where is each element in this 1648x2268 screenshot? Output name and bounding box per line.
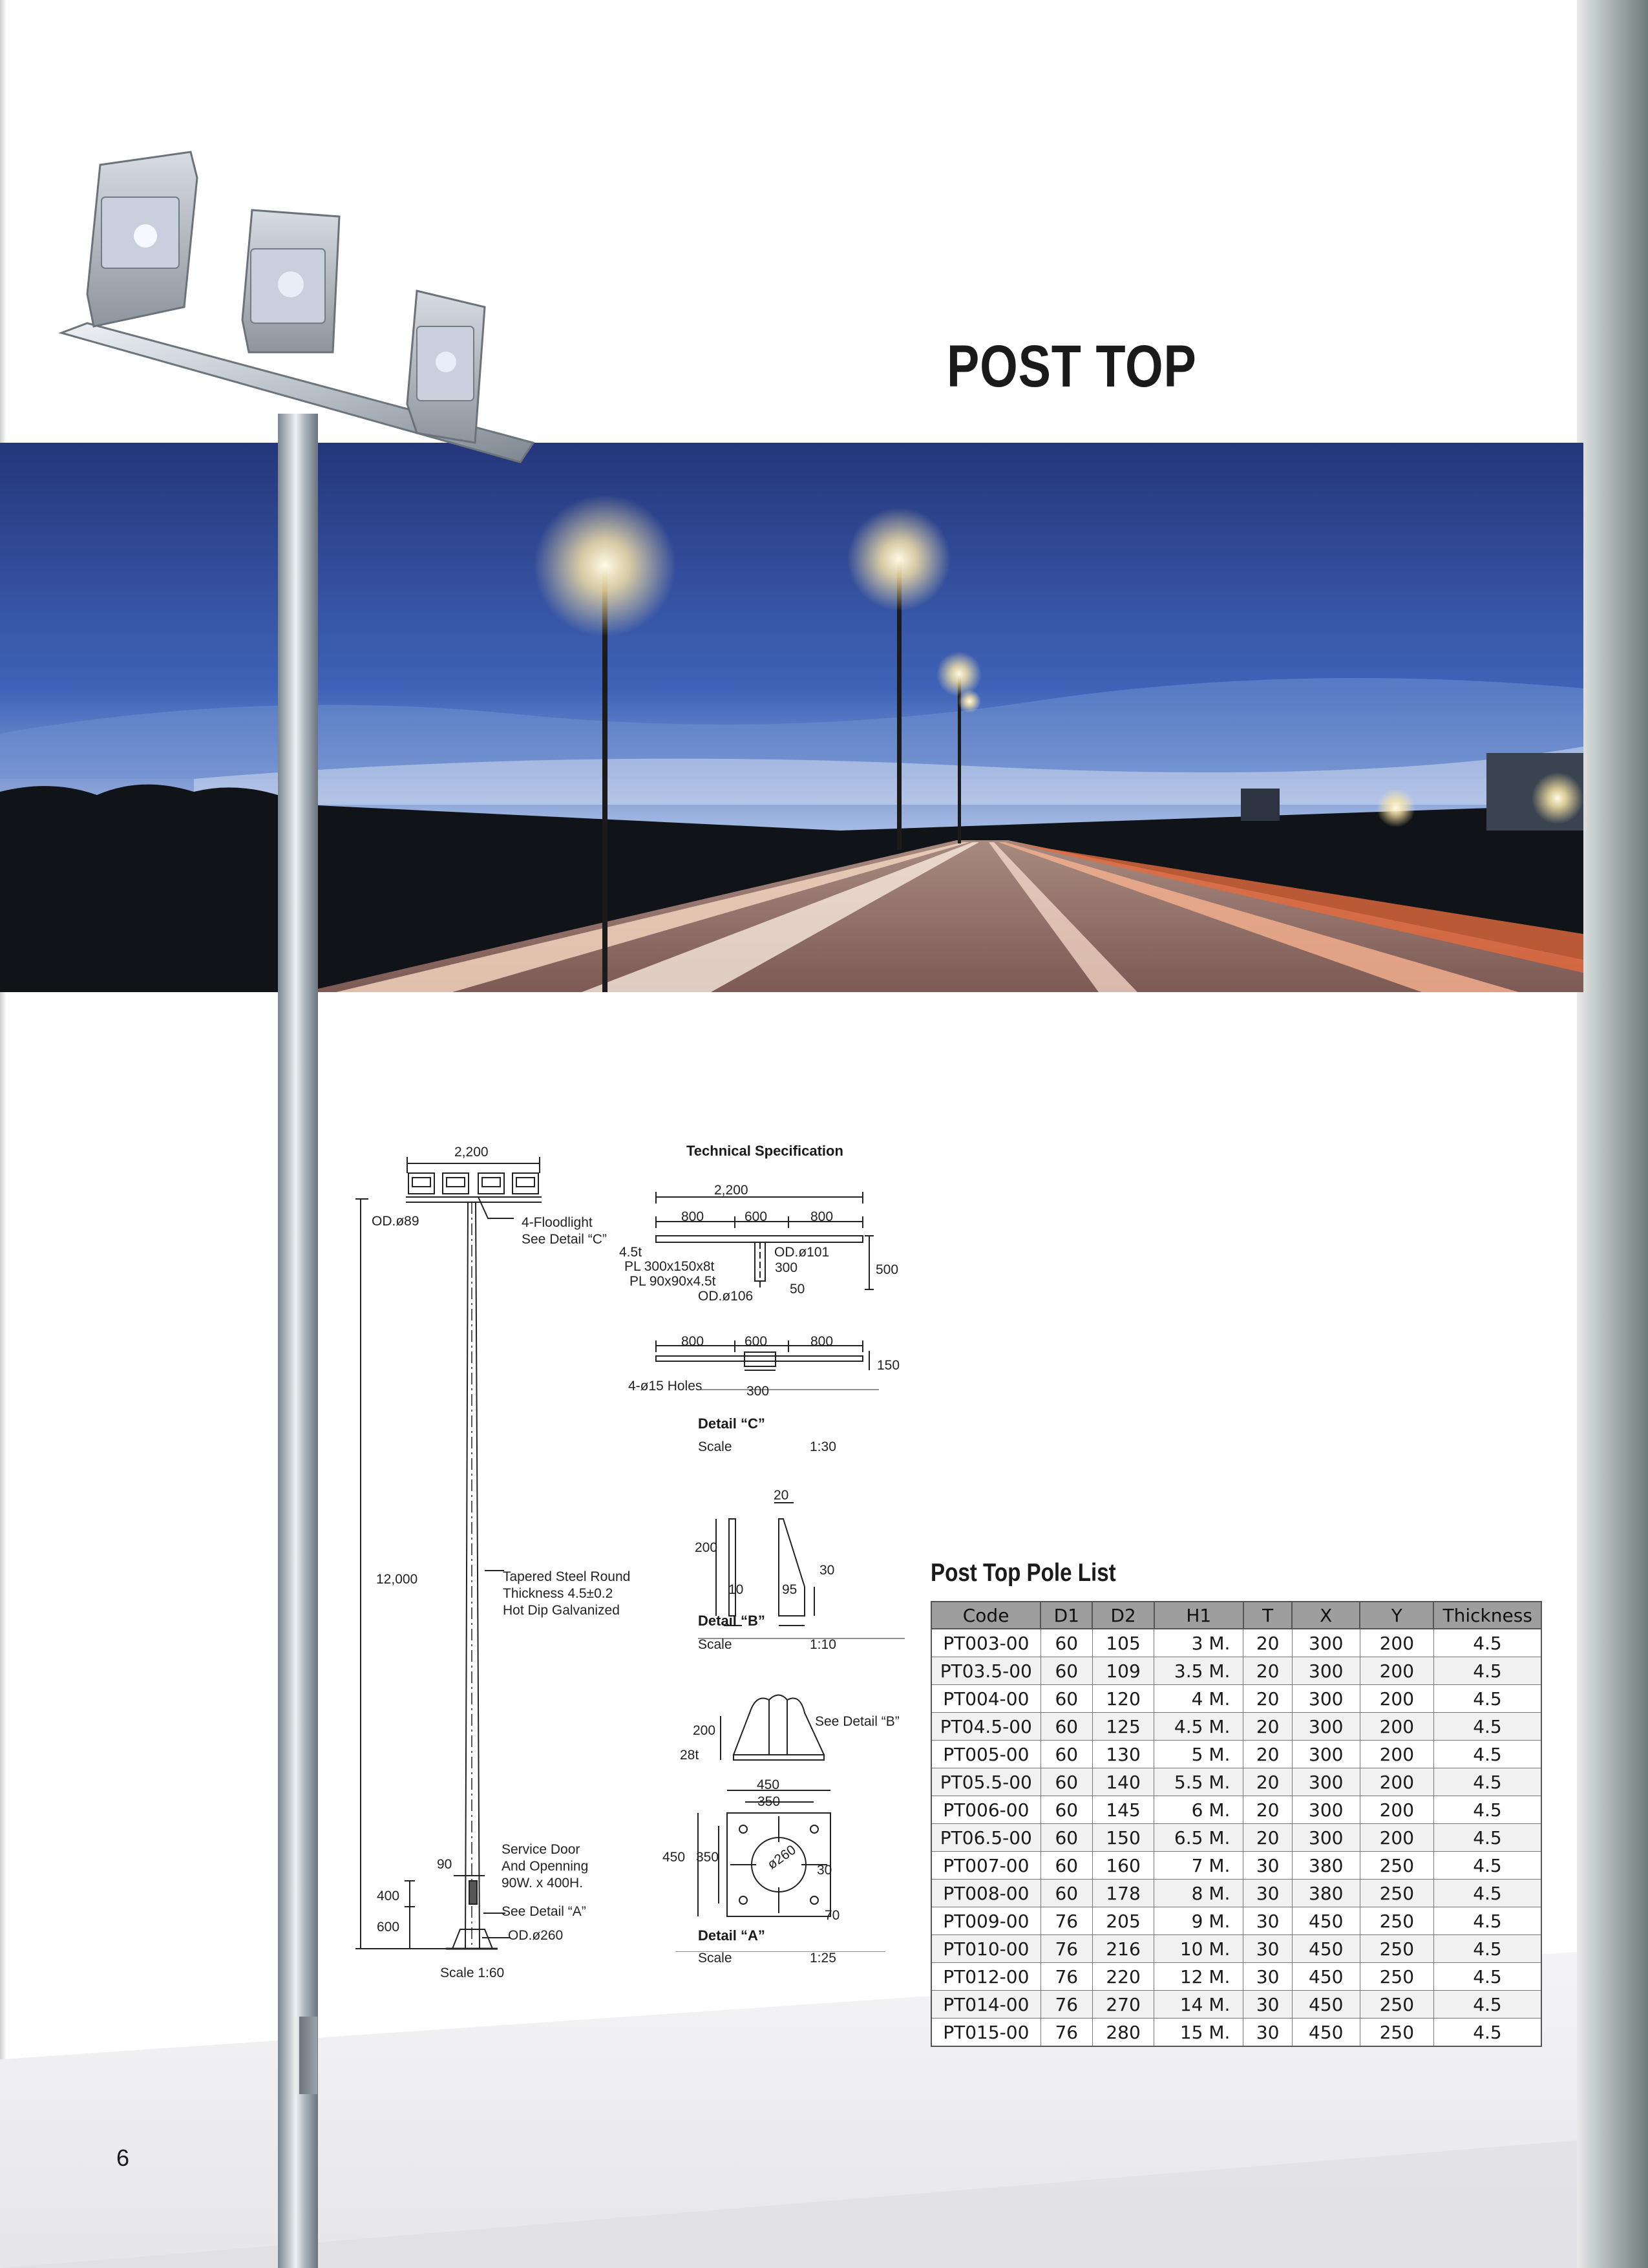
detail-a-200: 200: [693, 1723, 716, 1738]
table-cell-x: 300: [1292, 1713, 1360, 1741]
od-top-label: OD.ø89: [372, 1214, 419, 1229]
detail-c-plan-seg3: 800: [810, 1334, 834, 1349]
table-cell-d2: 160: [1092, 1852, 1154, 1880]
table-cell-thickness: 4.5: [1433, 1741, 1541, 1768]
pole-note-3: Hot Dip Galvanized: [503, 1603, 620, 1618]
table-cell-y: 250: [1360, 1880, 1433, 1907]
floodlight-1-icon: [87, 152, 197, 326]
table-cell-d1: 60: [1041, 1713, 1092, 1741]
detail-a-450-top: 450: [757, 1777, 780, 1792]
detail-c-plan-seg2: 600: [745, 1334, 768, 1349]
table-cell-x: 300: [1292, 1824, 1360, 1852]
dim-400: 400: [377, 1889, 400, 1903]
table-cell-t: 30: [1243, 1935, 1292, 1963]
table-cell-thickness: 4.5: [1433, 1768, 1541, 1796]
table-row: [931, 1685, 1541, 1713]
table-cell-d2: 145: [1092, 1796, 1154, 1824]
table-row: [931, 1880, 1541, 1907]
table-cell-y: 200: [1360, 1685, 1433, 1713]
table-row: [931, 1796, 1541, 1824]
table-cell-h1: 10 M.: [1154, 1935, 1243, 1963]
detail-c-500: 500: [876, 1262, 899, 1277]
table-cell-d2: 120: [1092, 1685, 1154, 1713]
detail-b-200: 200: [695, 1540, 718, 1555]
table-cell-h1: 5.5 M.: [1154, 1768, 1243, 1796]
table-cell-h1: 14 M.: [1154, 1991, 1243, 2019]
table-cell-t: 20: [1243, 1657, 1292, 1685]
table-cell-t: 30: [1243, 1963, 1292, 1991]
col-header-d1: D1: [1041, 1602, 1092, 1629]
page-left-edge: [0, 0, 6, 2268]
door-note-1: Service Door: [502, 1842, 580, 1857]
base-note: See Detail “A”: [502, 1904, 586, 1919]
table-row: [931, 1935, 1541, 1963]
table-cell-thickness: 4.5: [1433, 1824, 1541, 1852]
table-cell-t: 20: [1243, 1796, 1292, 1824]
table-cell-y: 200: [1360, 1713, 1433, 1741]
pole-note-2: Thickness 4.5±0.2: [503, 1586, 613, 1601]
table-cell-y: 250: [1360, 2019, 1433, 2047]
door-note-2: And Openning: [502, 1859, 589, 1874]
table-row: [931, 2019, 1541, 2047]
table-cell-x: 450: [1292, 1963, 1360, 1991]
detail-c-scale-label: Scale: [698, 1439, 732, 1454]
col-header-thickness: Thickness: [1433, 1602, 1541, 1629]
table-cell-h1: 8 M.: [1154, 1880, 1243, 1907]
table-cell-d1: 60: [1041, 1796, 1092, 1824]
table-cell-t: 30: [1243, 1907, 1292, 1935]
detail-c-label: Detail “C”: [698, 1415, 765, 1432]
table-cell-code: PT006-00: [931, 1796, 1041, 1824]
detail-c-scale-value: 1:30: [810, 1439, 836, 1454]
table-cell-d2: 216: [1092, 1935, 1154, 1963]
table-cell-d2: 105: [1092, 1629, 1154, 1657]
table-cell-t: 20: [1243, 1768, 1292, 1796]
detail-c-seg1: 800: [681, 1209, 704, 1224]
table-cell-d2: 140: [1092, 1768, 1154, 1796]
table-cell-thickness: 4.5: [1433, 1629, 1541, 1657]
table-cell-h1: 5 M.: [1154, 1741, 1243, 1768]
table-cell-thickness: 4.5: [1433, 1907, 1541, 1935]
detail-b-20: 20: [774, 1488, 789, 1503]
table-cell-d1: 76: [1041, 1963, 1092, 1991]
table-cell-d2: 130: [1092, 1741, 1154, 1768]
table-cell-thickness: 4.5: [1433, 1991, 1541, 2019]
table-cell-t: 20: [1243, 1741, 1292, 1768]
table-cell-d2: 280: [1092, 2019, 1154, 2047]
table-cell-h1: 3 M.: [1154, 1629, 1243, 1657]
table-row: [931, 1991, 1541, 2019]
highway-night-photo: [0, 443, 1583, 992]
table-cell-x: 380: [1292, 1880, 1360, 1907]
table-cell-x: 300: [1292, 1796, 1360, 1824]
table-cell-t: 20: [1243, 1824, 1292, 1852]
table-cell-t: 20: [1243, 1629, 1292, 1657]
table-cell-x: 450: [1292, 1935, 1360, 1963]
table-cell-thickness: 4.5: [1433, 1713, 1541, 1741]
detail-b-label: Detail “B”: [698, 1613, 765, 1629]
detail-a-28t: 28t: [680, 1748, 699, 1763]
table-cell-y: 250: [1360, 1991, 1433, 2019]
table-cell-x: 300: [1292, 1657, 1360, 1685]
table-cell-h1: 12 M.: [1154, 1963, 1243, 1991]
table-cell-thickness: 4.5: [1433, 2019, 1541, 2047]
table-row: [931, 1963, 1541, 1991]
table-cell-y: 250: [1360, 1935, 1433, 1963]
table-row: [931, 1907, 1541, 1935]
table-cell-t: 30: [1243, 1991, 1292, 2019]
table-cell-d2: 205: [1092, 1907, 1154, 1935]
table-row: [931, 1629, 1541, 1657]
table-cell-d1: 60: [1041, 1657, 1092, 1685]
col-header-code: Code: [931, 1602, 1041, 1629]
detail-b-scale-value: 1:10: [810, 1637, 836, 1652]
page-binding-edge: [1577, 0, 1648, 2268]
pole-service-door: [299, 2017, 317, 2094]
table-cell-d1: 60: [1041, 1768, 1092, 1796]
table-cell-d2: 220: [1092, 1963, 1154, 1991]
detail-b-scale-label: Scale: [698, 1637, 732, 1652]
table-cell-d2: 270: [1092, 1991, 1154, 2019]
table-cell-d2: 150: [1092, 1824, 1154, 1852]
table-cell-code: PT03.5-00: [931, 1657, 1041, 1685]
detail-c-50: 50: [790, 1282, 805, 1297]
table-cell-x: 300: [1292, 1629, 1360, 1657]
detail-a-350-side: 350: [696, 1850, 719, 1865]
table-row: [931, 1657, 1541, 1685]
table-cell-t: 30: [1243, 1880, 1292, 1907]
pole-note-1: Tapered Steel Round: [503, 1569, 631, 1584]
drawing-scale: Scale 1:60: [440, 1966, 505, 1980]
detail-c-plan-300: 300: [746, 1384, 770, 1399]
table-cell-h1: 6 M.: [1154, 1796, 1243, 1824]
floodlight-2-icon: [242, 210, 339, 352]
table-cell-t: 30: [1243, 2019, 1292, 2047]
table-row: [931, 1713, 1541, 1741]
table-cell-x: 450: [1292, 1991, 1360, 2019]
page-number: 6: [116, 2145, 130, 2171]
table-cell-d1: 60: [1041, 1880, 1092, 1907]
table-cell-code: PT007-00: [931, 1852, 1041, 1880]
table-cell-code: PT05.5-00: [931, 1768, 1041, 1796]
detail-c-plan-150: 150: [877, 1358, 900, 1373]
detail-a-label: Detail “A”: [698, 1927, 765, 1944]
galvanized-pole: [278, 414, 318, 2268]
table-cell-code: PT008-00: [931, 1880, 1041, 1907]
table-cell-thickness: 4.5: [1433, 1880, 1541, 1907]
table-cell-y: 200: [1360, 1657, 1433, 1685]
detail-a-450-side: 450: [662, 1850, 686, 1865]
detail-c-thickness: 4.5t: [619, 1245, 642, 1260]
table-cell-code: PT004-00: [931, 1685, 1041, 1713]
table-cell-thickness: 4.5: [1433, 1963, 1541, 1991]
table-cell-x: 450: [1292, 1907, 1360, 1935]
table-cell-code: PT04.5-00: [931, 1713, 1041, 1741]
table-cell-y: 200: [1360, 1741, 1433, 1768]
table-cell-thickness: 4.5: [1433, 1852, 1541, 1880]
col-header-h1: H1: [1154, 1602, 1243, 1629]
table-cell-d1: 76: [1041, 2019, 1092, 2047]
detail-c-plate-1: PL 300x150x8t: [624, 1259, 715, 1274]
table-cell-y: 200: [1360, 1796, 1433, 1824]
od-base-label: OD.ø260: [508, 1928, 564, 1943]
floodlight-3-icon: [407, 291, 485, 443]
table-cell-y: 200: [1360, 1824, 1433, 1852]
table-cell-d2: 109: [1092, 1657, 1154, 1685]
table-row: [931, 1852, 1541, 1880]
door-width-dim: 90: [437, 1857, 452, 1872]
table-cell-code: PT015-00: [931, 2019, 1041, 2047]
table-cell-thickness: 4.5: [1433, 1796, 1541, 1824]
table-cell-d1: 60: [1041, 1685, 1092, 1713]
table-cell-t: 20: [1243, 1685, 1292, 1713]
detail-a-see-b: See Detail “B”: [815, 1714, 900, 1729]
detail-a-260: ø260: [765, 1842, 799, 1872]
table-row: [931, 1824, 1541, 1852]
table-cell-y: 250: [1360, 1907, 1433, 1935]
col-header-t: T: [1243, 1602, 1292, 1629]
table-cell-y: 250: [1360, 1852, 1433, 1880]
door-note-3: 90W. x 400H.: [502, 1876, 584, 1891]
detail-c-plan-seg1: 800: [681, 1334, 704, 1349]
table-cell-y: 200: [1360, 1768, 1433, 1796]
table-cell-d1: 60: [1041, 1629, 1092, 1657]
detail-b-95: 95: [782, 1582, 798, 1597]
detail-c-seg2: 600: [745, 1209, 768, 1224]
col-header-x: X: [1292, 1602, 1360, 1629]
pole-list-title: Post Top Pole List: [931, 1559, 1116, 1587]
table-cell-x: 300: [1292, 1768, 1360, 1796]
floodlight-note-1: 4-Floodlight: [522, 1215, 593, 1230]
table-cell-h1: 9 M.: [1154, 1907, 1243, 1935]
pole-list-table: [931, 1601, 1542, 2047]
spec-title: Technical Specification: [686, 1143, 843, 1159]
table-cell-t: 30: [1243, 1852, 1292, 1880]
table-cell-code: PT06.5-00: [931, 1824, 1041, 1852]
col-header-d2: D2: [1092, 1602, 1154, 1629]
table-cell-code: PT003-00: [931, 1629, 1041, 1657]
page-title: POST TOP: [947, 334, 1197, 399]
table-cell-x: 450: [1292, 2019, 1360, 2047]
height-dim: 12,000: [376, 1572, 418, 1587]
detail-b-10: 10: [728, 1582, 744, 1597]
table-cell-h1: 6.5 M.: [1154, 1824, 1243, 1852]
table-cell-t: 20: [1243, 1713, 1292, 1741]
detail-c-300: 300: [775, 1260, 798, 1275]
dim-600: 600: [377, 1920, 400, 1934]
table-row: [931, 1768, 1541, 1796]
detail-a-30: 30: [817, 1863, 832, 1878]
table-cell-h1: 15 M.: [1154, 2019, 1243, 2047]
table-cell-h1: 3.5 M.: [1154, 1657, 1243, 1685]
detail-c-plate-2: PL 90x90x4.5t: [629, 1274, 716, 1289]
table-cell-x: 380: [1292, 1852, 1360, 1880]
detail-a-70: 70: [825, 1908, 840, 1923]
table-cell-d1: 76: [1041, 1935, 1092, 1963]
table-cell-x: 300: [1292, 1741, 1360, 1768]
table-cell-d1: 76: [1041, 1907, 1092, 1935]
detail-c-total: 2,200: [714, 1183, 748, 1198]
table-cell-code: PT014-00: [931, 1991, 1041, 2019]
table-cell-thickness: 4.5: [1433, 1657, 1541, 1685]
dim-pole-width: 2,200: [454, 1145, 489, 1160]
detail-b-30: 30: [819, 1563, 835, 1578]
detail-c-holes: 4-ø15 Holes: [628, 1379, 703, 1394]
detail-a-scale-value: 1:25: [810, 1951, 836, 1966]
table-cell-y: 200: [1360, 1629, 1433, 1657]
table-cell-d2: 178: [1092, 1880, 1154, 1907]
table-cell-h1: 4.5 M.: [1154, 1713, 1243, 1741]
detail-c-seg3: 800: [810, 1209, 834, 1224]
detail-a-scale-label: Scale: [698, 1951, 732, 1966]
col-header-y: Y: [1360, 1602, 1433, 1629]
table-header-row: [931, 1602, 1541, 1629]
table-cell-code: PT005-00: [931, 1741, 1041, 1768]
floodlight-note-2: See Detail “C”: [522, 1232, 607, 1247]
table-cell-d1: 60: [1041, 1824, 1092, 1852]
table-cell-x: 300: [1292, 1685, 1360, 1713]
table-cell-y: 250: [1360, 1963, 1433, 1991]
table-cell-code: PT009-00: [931, 1907, 1041, 1935]
table-cell-d1: 60: [1041, 1852, 1092, 1880]
detail-c-od101: OD.ø101: [774, 1245, 830, 1260]
table-cell-code: PT012-00: [931, 1963, 1041, 1991]
table-cell-d1: 76: [1041, 1991, 1092, 2019]
table-cell-h1: 7 M.: [1154, 1852, 1243, 1880]
table-cell-code: PT010-00: [931, 1935, 1041, 1963]
detail-c-od106: OD.ø106: [698, 1289, 754, 1304]
detail-a-350-top: 350: [757, 1794, 781, 1809]
table-cell-thickness: 4.5: [1433, 1685, 1541, 1713]
table-cell-thickness: 4.5: [1433, 1935, 1541, 1963]
table-cell-h1: 4 M.: [1154, 1685, 1243, 1713]
table-row: [931, 1741, 1541, 1768]
table-cell-d1: 60: [1041, 1741, 1092, 1768]
table-cell-d2: 125: [1092, 1713, 1154, 1741]
